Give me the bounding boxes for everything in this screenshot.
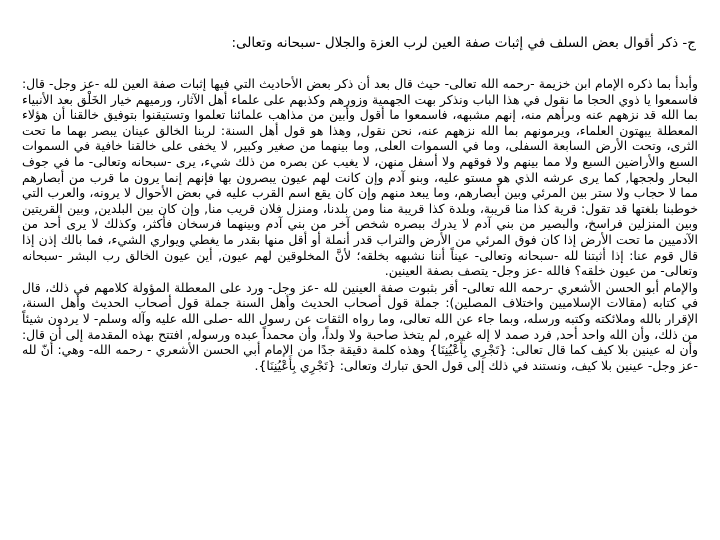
paragraph-ibn-khuzaymah: وأبدأ بما ذكره الإمام ابن خزيمة -رحمه الله تعالى- حيث قال بعد أن ذكر بعض الأحاديث التي فيها إثبات صفة العين لله -عز وجل- قال: فاسمعوا يا ذوي الحجا ما نقول في هذا الباب ونذكر بهت الجهمية وزورهم وكذبهم على علماء أهل الآثار، ورميهم خيار الخَلْق بعد الأنبياء بما الله قد نزههم عنه وبرأهم منه، إنهم مشبهه، فاسمعوا ما أقول وأبين من مذاهب علمائنا تعلموا وتستيقنوا بتوفيق خالقنا أن هؤلاء المعطلة يبهتون العلماء، ويرمونهم بما الله نزههم عنه، نحن نقول, وهذا هو قول أهل السنة: لربنا الخالق عينان يبصر بهما ما تحت الثرى، وتحت الأرض السابعة السفلى، وما في السموات العلى, وما بينهما من صغير وكبير, لا يخفى على خالقنا خافية في السموات السبع والأراضين السبع ولا مما بينهم ولا فوقهم ولا أسفل منهن، لا يغيب عن بصره من ذلك شيء، يرى -سبحانه وتعالى- ما في جوف البحار ولججها, كما يرى عرشه الذي هو مستو عليه، وبنو آدم وإن كانت لهم عيون يبصرون بها فإنهم إنما يرون ما قرب من أبصارهم مما لا حجاب ولا ستر بين المرئي وبين أبصارهم، وما يبعد منهم وإن كان يقع اسم القرب عليه في بعض الأحوال لا يرونه، والعرب التي خوطبنا بلغتها قد تقول: قرية كذا منا قريبة، وبلدة كذا قريبة منا ومن بلدنا، ومنزل فلان قريب منا, وإن كان بين البلدين, وبين القريتين وبين المنزلين فراسخ، والبصير من بني آدم لا يدرك ببصره شخص آخر من بني آدم وبينهما فرسخان فأكثر، وكذلك لا يرى أحد من الآدميين ما تحت الأرض إذا كان فوق المرئي من الأرض والتراب قدر أنملة أو أقل منها بقدر ما يغطي ويواري الشيء، فما بالك إذن إذا قال قوم عنا: إذا أثبتنا لله -سبحانه وتعالى- عيناً أننا نشبهه بخلقه؛ لأنَّ المخلوقين لهم عيون, أين عيون الخالق رب البشر -سبحانه وتعالى- من عيون خلقه؟ فالله -عز وجل- يتصف بصفة العينين. bbox=[22, 76, 698, 279]
paragraph-al-ashari: والإمام أبو الحسن الأشعري -رحمه الله تعالى- أقر بثبوت صفة العينين لله -عز وجل- ورد على المعطلة المؤولة كلامهم في ذلك، قال في كتابه (مقالات الإسلاميين واختلاف المصلين): جملة قول أصحاب الحديث وأهل السنة جملة قول أصحاب الحديث وأهل السنة، الإقرار بالله وملائكته وكتبه ورسله، وبما جاء عن الله تعالى، وما رواه الثقات عن رسول الله -صلى الله عليه وآله وسلم- لا يردون شيئاً من ذلك، وأن الله واحد أحد, فرد صمد لا إله غيره, لم يتخذ صاحبة ولا ولداً، وأن محمداً عبده ورسوله, افتتح بهذه المقدمة إلى أن قال: وأن له عينين بلا كيف كما قال تعالى: {تَجْرِي بِأَعْيُنِنَا} وهذه كلمة دقيقة جدًا من الإمام أبي الحسن الأشعري - رحمه الله- وهي: أنّ لله -عز وجل- عينين بلا كيف، ونستند في ذلك إلى قول الحق تبارك وتعالى: {تَجْرِي بِأَعْيُنِنَا}. bbox=[22, 279, 698, 373]
slide-body bbox=[22, 76, 698, 373]
slide-heading: ج- ذكر أقوال بعض السلف في إثبات صفة العين لرب العزة والجلال -سبحانه وتعالى: bbox=[231, 35, 696, 51]
